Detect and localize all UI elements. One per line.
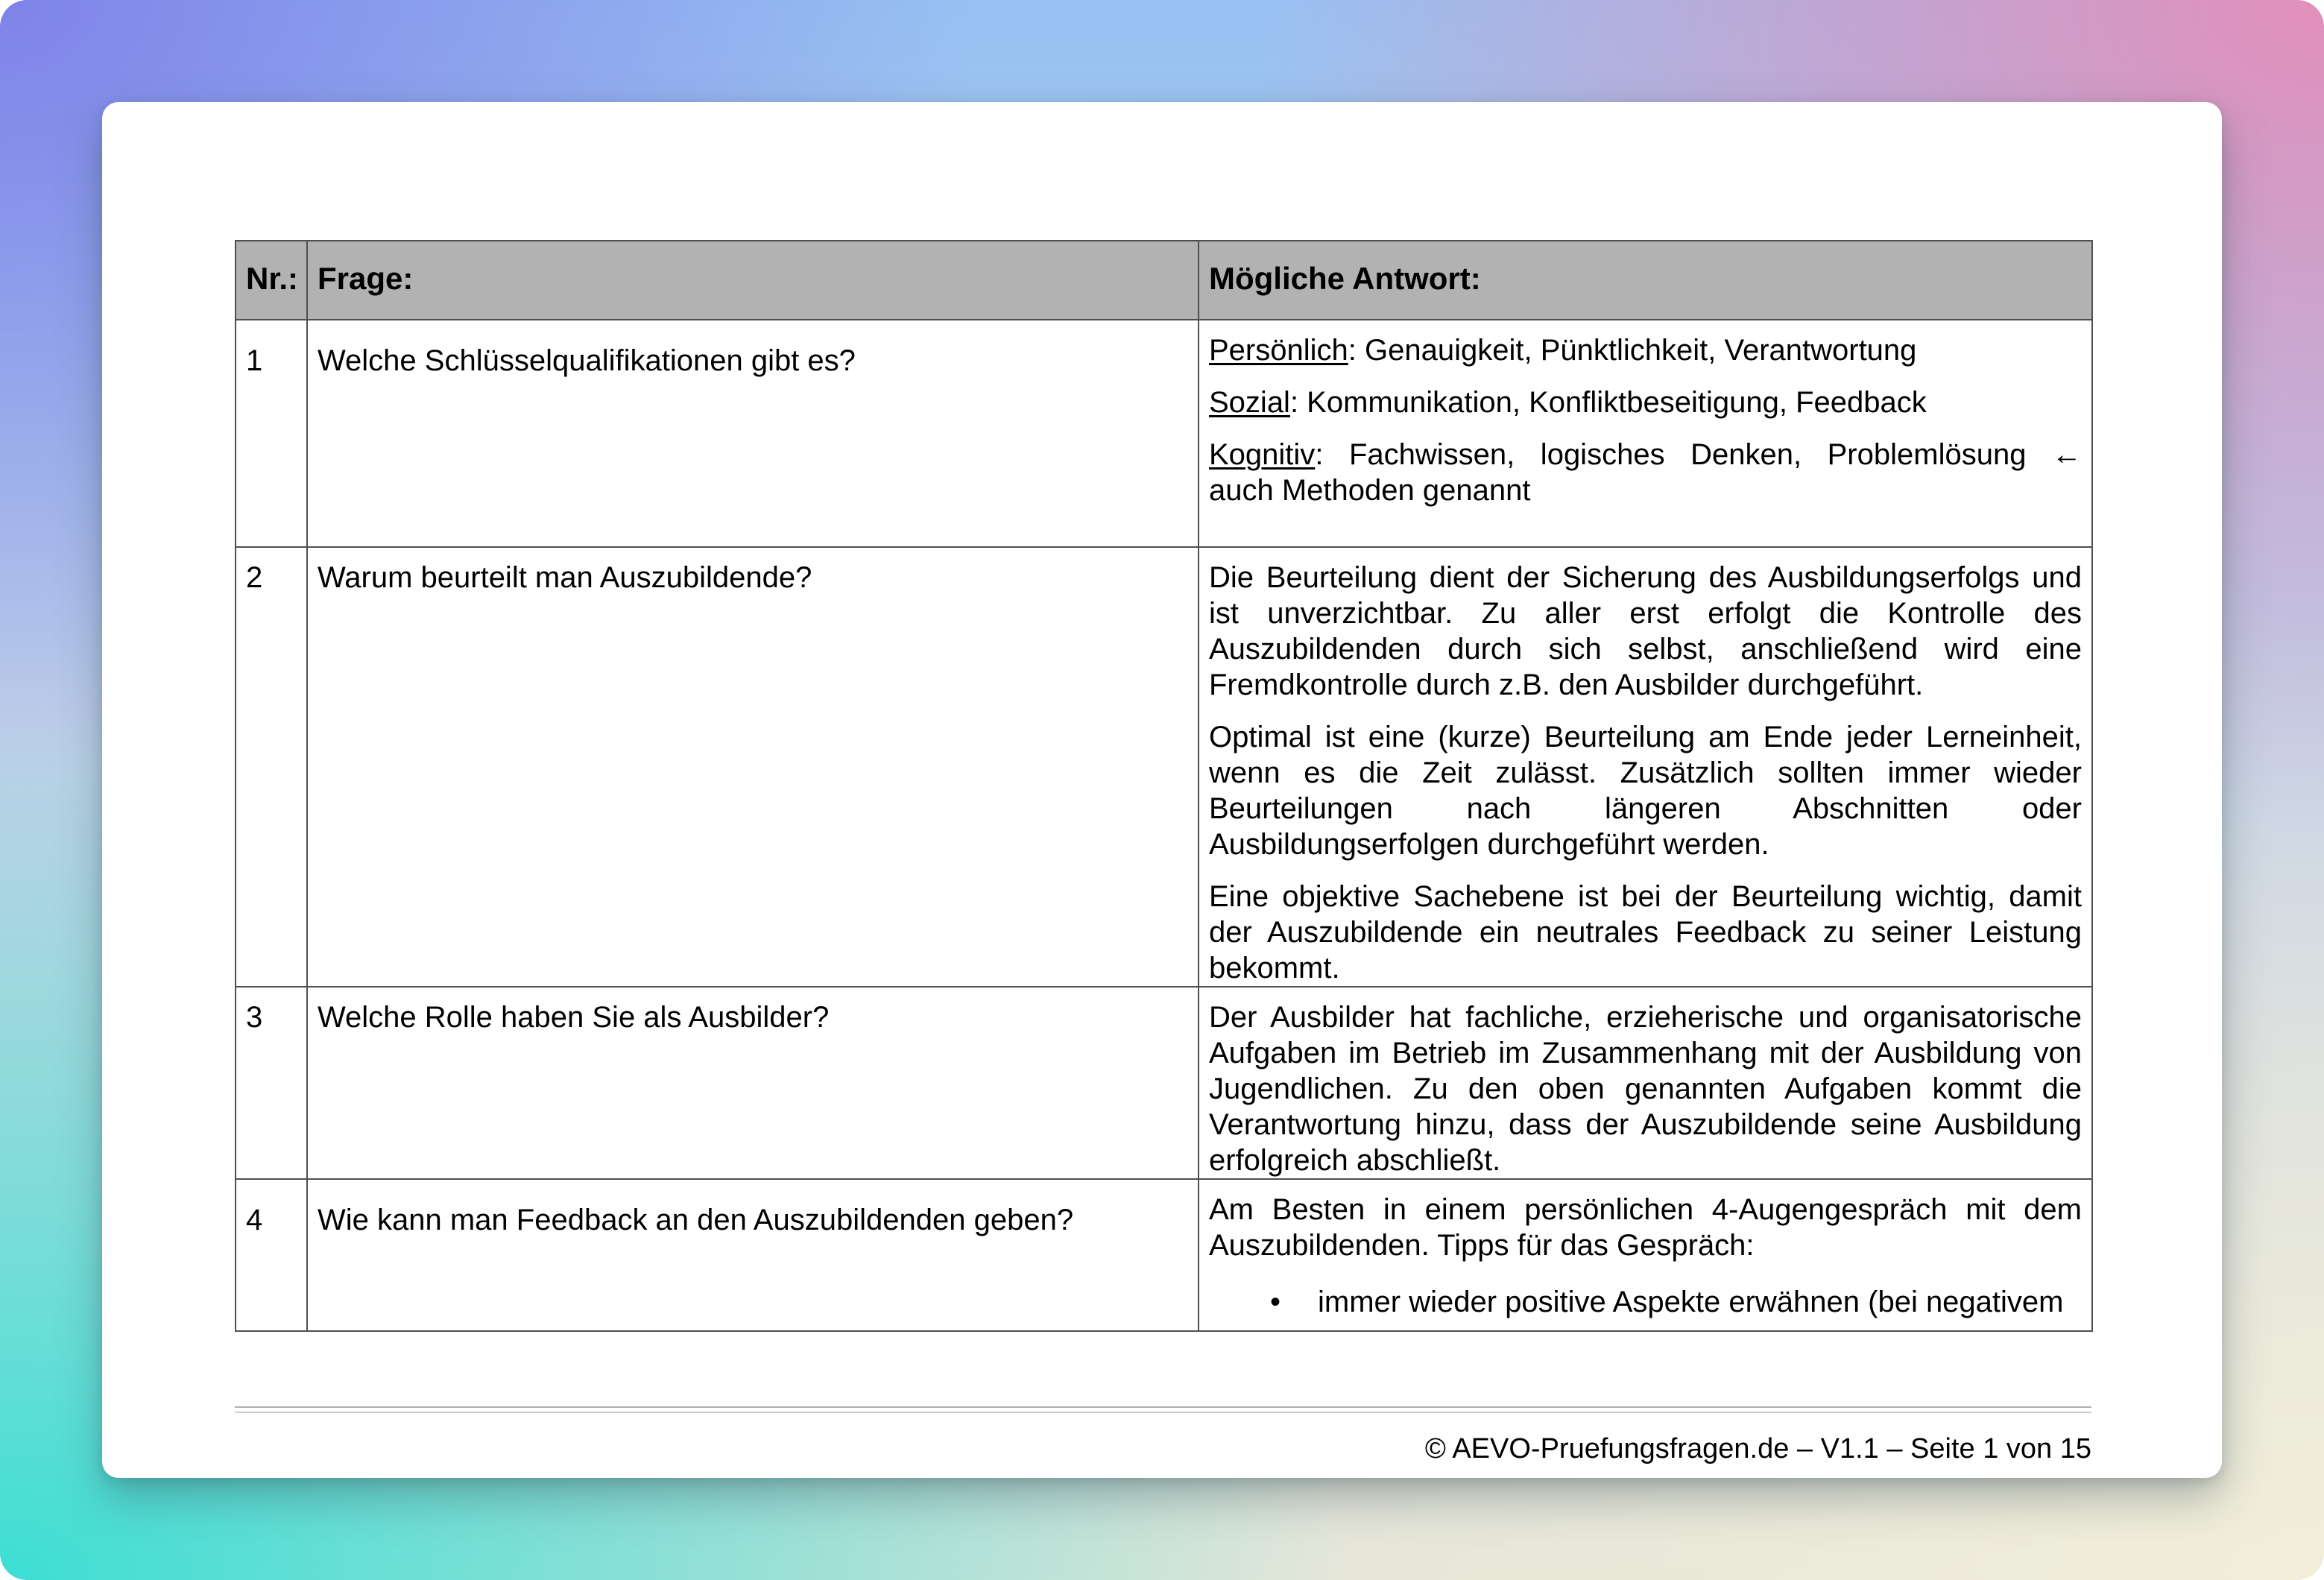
question-text: Welche Schlüsselqualifikationen gibt es? xyxy=(318,344,856,377)
table-row xyxy=(236,320,2092,547)
answer-line: Beurteilungen nach längeren Abschnitten oder xyxy=(1209,792,2082,825)
table-row xyxy=(236,987,2092,1179)
answer-line: wenn es die Zeit zulässt. Zusätzlich sollten immer wieder xyxy=(1209,756,2082,789)
answer-line: Am Besten in einem persönlichen 4-Augengespräch mit dem xyxy=(1209,1193,2082,1226)
row-number-cell xyxy=(236,1179,307,1331)
answer-text: : Kommunikation, Konfliktbeseitigung, Feedback xyxy=(1289,386,1927,419)
question-cell xyxy=(307,547,1199,987)
question-cell xyxy=(307,1179,1199,1331)
answer-line: Eine objektive Sachebene ist bei der Beurteilung wichtig, damit xyxy=(1209,880,2082,913)
answer-line: Auszubildenden. Tipps für das Gespräch: xyxy=(1209,1229,1755,1262)
answer-cell xyxy=(1199,547,2092,987)
footer-text: © AEVO-Pruefungsfragen.de – V1.1 – Seite 1 von 15 xyxy=(1424,1433,2091,1464)
question-text: Welche Rolle haben Sie als Ausbilder? xyxy=(318,1001,830,1034)
answer-line: Der Ausbilder hat fachliche, erzieherische und organisatorische xyxy=(1209,1001,2082,1034)
bullet-glyph: • xyxy=(1270,1286,1281,1318)
underlined-term: Sozial xyxy=(1209,386,1290,419)
question-text: Warum beurteilt man Auszubildende? xyxy=(318,561,812,594)
row-number-cell xyxy=(236,320,307,547)
table-row xyxy=(236,1179,2092,1331)
header-cell-frage: Frage: xyxy=(307,241,1199,320)
left-arrow-glyph: ← xyxy=(2052,438,2082,471)
question-text: Wie kann man Feedback an den Auszubildenden geben? xyxy=(318,1204,1074,1236)
underlined-term: Kognitiv xyxy=(1209,438,1316,471)
table-row xyxy=(236,547,2092,987)
row-number: 1 xyxy=(246,344,263,377)
answer-paragraph xyxy=(1209,999,2082,1178)
answer-line: erfolgreich abschließt. xyxy=(1209,1144,1501,1177)
footer-divider xyxy=(235,1406,2091,1413)
answer-text: : Fachwissen, logisches Denken, Problemlösung xyxy=(1315,438,2027,471)
answer-line: Optimal ist eine (kurze) Beurteilung am Ende jeder Lerneinheit, xyxy=(1209,721,2082,753)
answer-line xyxy=(1209,437,2082,473)
answer-paragraph xyxy=(1209,879,2082,986)
row-number: 4 xyxy=(246,1204,263,1236)
answer-line: Verantwortung hinzu, dass der Auszubildende seine Ausbildung xyxy=(1209,1108,2082,1141)
answer-paragraph xyxy=(1209,560,2082,703)
bullet-list-item xyxy=(1209,1284,2082,1320)
question-cell xyxy=(307,320,1199,547)
answer-line: Fremdkontrolle durch z.B. den Ausbilder durchgeführt. xyxy=(1209,669,1924,701)
answer-line: Aufgaben im Betrieb im Zusammenhang mit der Ausbildung von xyxy=(1209,1037,2082,1069)
row-number-cell xyxy=(236,547,307,987)
document-page xyxy=(102,102,2222,1478)
answer-line: der Auszubildende ein neutrales Feedback zu seiner Leistung xyxy=(1209,916,2082,949)
header-cell-nr: Nr.: xyxy=(236,241,307,320)
answer-line: Die Beurteilung dient der Sicherung des Ausbildungserfolgs und xyxy=(1209,561,2082,594)
answer-paragraph xyxy=(1209,1192,2082,1263)
answer-paragraph xyxy=(1209,385,2082,420)
answer-line: bekommt. xyxy=(1209,952,1340,985)
answer-line: Ausbildungserfolgen durchgeführt werden. xyxy=(1209,828,1769,861)
answer-text: : Genauigkeit, Pünktlichkeit, Verantwortung xyxy=(1348,334,1917,367)
underlined-term: Persönlich xyxy=(1209,334,1348,367)
question-cell xyxy=(307,987,1199,1179)
answer-cell xyxy=(1199,320,2092,547)
header-cell-antwort: Mögliche Antwort: xyxy=(1199,241,2092,320)
answer-line: Auszubildenden durch sich selbst, anschließend wird eine xyxy=(1209,633,2082,666)
qa-table xyxy=(235,240,2093,1332)
row-number: 3 xyxy=(246,1001,263,1034)
answer-cell xyxy=(1199,1179,2092,1331)
table-header-row xyxy=(236,241,2092,320)
row-number: 2 xyxy=(246,561,263,594)
answer-line: auch Methoden genannt xyxy=(1209,474,1531,507)
answer-line: ist unverzichtbar. Zu aller erst erfolgt die Kontrolle des xyxy=(1209,597,2082,630)
answer-paragraph xyxy=(1209,437,2082,508)
answer-paragraph xyxy=(1209,719,2082,862)
answer-cell xyxy=(1199,987,2092,1179)
row-number-cell xyxy=(236,987,307,1179)
clipped-answer-content xyxy=(1209,1192,2082,1329)
answer-line: Jugendlichen. Zu den oben genannten Aufgaben kommt die xyxy=(1209,1072,2082,1105)
answer-text: immer wieder positive Aspekte erwähnen (bei negativem xyxy=(1318,1286,2064,1318)
answer-paragraph xyxy=(1209,332,2082,368)
